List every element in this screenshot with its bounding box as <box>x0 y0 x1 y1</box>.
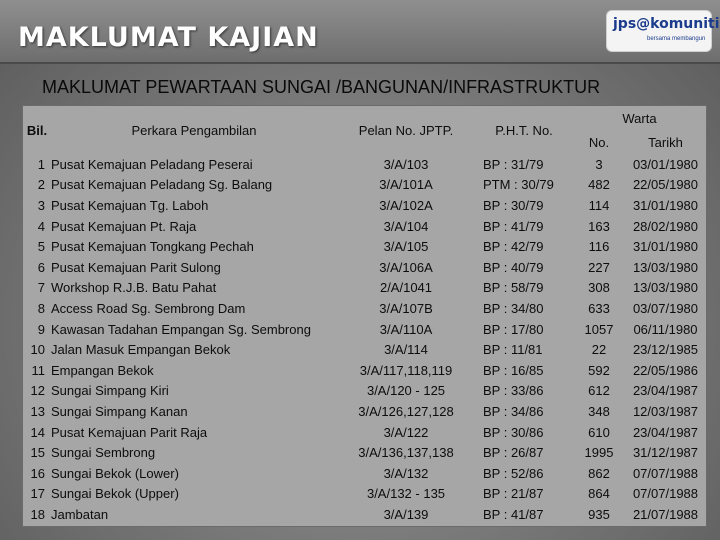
cell-pelan: 3/A/106A <box>379 259 433 275</box>
table-row <box>23 484 706 505</box>
cell-pelan: 3/A/107B <box>379 300 433 316</box>
cell-perkara: Pusat Kemajuan Peladang Peserai <box>51 156 253 172</box>
cell-pelan: 3/A/132 <box>383 465 429 481</box>
table-row <box>23 360 706 381</box>
cell-no: 308 <box>588 280 610 296</box>
cell-bil: 16 <box>30 465 45 481</box>
cell-bil: 9 <box>37 321 45 337</box>
header-pht: P.H.T. No. <box>495 122 553 138</box>
cell-bil: 3 <box>37 197 45 213</box>
cell-no: 163 <box>588 218 610 234</box>
cell-perkara: Sungai Bekok (Upper) <box>51 486 179 502</box>
cell-pht: BP : 11/81 <box>483 342 543 358</box>
cell-bil: 13 <box>30 403 45 419</box>
cell-pht: BP : 41/79 <box>483 218 544 234</box>
cell-pht: BP : 16/85 <box>483 362 544 378</box>
cell-pelan: 3/A/132 - 135 <box>366 486 446 502</box>
cell-perkara: Kawasan Tadahan Empangan Sg. Sembrong <box>51 321 311 337</box>
cell-pht: BP : 30/79 <box>483 197 544 213</box>
cell-perkara: Sungai Sembrong <box>51 445 156 461</box>
cell-tarikh: 23/04/1987 <box>632 424 699 440</box>
cell-perkara: Jalan Masuk Empangan Bekok <box>51 342 231 358</box>
table-row <box>23 216 706 237</box>
cell-no: 633 <box>588 300 610 316</box>
cell-pelan: 3/A/101A <box>379 177 433 193</box>
section-subtitle: MAKLUMAT PEWARTAAN SUNGAI /BANGUNAN/INFRASTRUKTUR <box>42 77 601 97</box>
cell-pht: BP : 30/86 <box>483 424 544 440</box>
cell-pht: BP : 42/79 <box>483 239 544 255</box>
cell-tarikh: 31/01/1980 <box>632 239 699 255</box>
cell-bil: 14 <box>30 424 45 440</box>
cell-no: 612 <box>588 383 610 399</box>
cell-no: 482 <box>588 177 610 193</box>
cell-pht: BP : 52/86 <box>483 465 544 481</box>
cell-tarikh: 23/12/1985 <box>632 342 699 358</box>
cell-perkara: Pusat Kemajuan Pt. Raja <box>51 218 197 234</box>
cell-pelan: 3/A/110A <box>379 321 433 337</box>
cell-pht: PTM : 30/79 <box>483 177 554 193</box>
cell-tarikh: 28/02/1980 <box>632 218 699 234</box>
table-row <box>23 422 706 443</box>
header-bil: Bil. <box>26 122 48 138</box>
logo <box>606 10 720 52</box>
cell-perkara: Access Road Sg. Sembrong Dam <box>51 300 246 316</box>
header-band <box>0 0 720 64</box>
cell-bil: 11 <box>31 362 45 378</box>
cell-pelan: 3/A/126,127,128 <box>358 403 454 419</box>
cell-pelan: 3/A/120 - 125 <box>366 383 446 399</box>
cell-no: 22 <box>591 342 607 358</box>
header-warta: Warta <box>622 110 657 126</box>
cell-pelan: 3/A/103 <box>383 156 429 172</box>
cell-bil: 12 <box>30 383 45 399</box>
cell-pelan: 3/A/122 <box>383 424 429 440</box>
cell-no: 592 <box>588 362 610 378</box>
cell-bil: 8 <box>37 300 45 316</box>
cell-pelan: 3/A/139 <box>383 506 429 522</box>
cell-pelan: 3/A/102A <box>379 197 433 213</box>
cell-perkara: Workshop R.J.B. Batu Pahat <box>51 280 217 296</box>
cell-bil: 15 <box>30 445 45 461</box>
cell-pht: BP : 40/79 <box>483 259 544 275</box>
cell-tarikh: 12/03/1987 <box>632 403 699 419</box>
cell-no: 862 <box>588 465 610 481</box>
table-row <box>23 298 706 319</box>
cell-no: 227 <box>588 259 610 275</box>
cell-perkara: Sungai Bekok (Lower) <box>51 465 179 481</box>
header-warta-tarikh: Tarikh <box>648 134 683 150</box>
cell-no: 610 <box>588 424 610 440</box>
cell-tarikh: 22/05/1980 <box>632 177 699 193</box>
cell-perkara: Pusat Kemajuan Peladang Sg. Balang <box>51 177 273 193</box>
cell-tarikh: 22/05/1986 <box>632 362 699 378</box>
cell-perkara: Pusat Kemajuan Tg. Laboh <box>51 197 209 213</box>
cell-no: 348 <box>588 403 610 419</box>
cell-tarikh: 13/03/1980 <box>632 280 699 296</box>
warta-table <box>23 106 706 525</box>
cell-perkara: Sungai Simpang Kiri <box>51 383 169 399</box>
cell-bil: 5 <box>37 239 45 255</box>
cell-tarikh: 21/07/1988 <box>632 506 699 522</box>
cell-pelan: 3/A/105 <box>383 239 429 255</box>
cell-bil: 17 <box>30 486 45 502</box>
table-row <box>23 236 706 257</box>
cell-pelan: 3/A/104 <box>383 218 429 234</box>
cell-bil: 18 <box>30 506 45 522</box>
table-row <box>23 442 706 463</box>
cell-pelan: 3/A/114 <box>384 342 428 358</box>
cell-bil: 7 <box>37 280 45 296</box>
cell-pht: BP : 58/79 <box>483 280 544 296</box>
cell-pht: BP : 34/86 <box>483 403 544 419</box>
page-title: MAKLUMAT KAJIAN <box>18 22 319 53</box>
cell-tarikh: 31/01/1980 <box>632 197 699 213</box>
cell-tarikh: 07/07/1988 <box>632 465 699 481</box>
cell-perkara: Pusat Kemajuan Parit Raja <box>51 424 208 440</box>
cell-pht: BP : 31/79 <box>483 156 544 172</box>
cell-pelan: 3/A/117,118,119 <box>359 362 453 378</box>
table-row <box>23 175 706 196</box>
table-row <box>23 319 706 340</box>
table-body <box>23 154 706 525</box>
table-row <box>23 504 706 525</box>
cell-pelan: 2/A/1041 <box>379 280 433 296</box>
cell-pht: BP : 21/87 <box>483 486 544 502</box>
cell-perkara: Pusat Kemajuan Parit Sulong <box>51 259 221 275</box>
cell-bil: 4 <box>37 218 45 234</box>
table-row <box>23 278 706 299</box>
cell-perkara: Pusat Kemajuan Tongkang Pechah <box>51 239 254 255</box>
cell-tarikh: 23/04/1987 <box>632 383 699 399</box>
table-row <box>23 463 706 484</box>
table-row <box>23 339 706 360</box>
cell-bil: 6 <box>37 259 45 275</box>
cell-pelan: 3/A/136,137,138 <box>358 445 454 461</box>
header-pelan: Pelan No. JPTP. <box>358 122 454 138</box>
table-row <box>23 195 706 216</box>
table-row <box>23 257 706 278</box>
cell-tarikh: 07/07/1988 <box>632 486 699 502</box>
table-row <box>23 381 706 402</box>
cell-perkara: Sungai Simpang Kanan <box>51 403 188 419</box>
logo-text: jps@komuniti <box>613 16 720 32</box>
cell-no: 3 <box>595 156 603 172</box>
cell-pht: BP : 17/80 <box>483 321 544 337</box>
cell-tarikh: 03/01/1980 <box>632 156 699 172</box>
cell-tarikh: 13/03/1980 <box>632 259 699 275</box>
cell-perkara: Jambatan <box>51 506 109 522</box>
cell-bil: 1 <box>37 156 45 172</box>
cell-tarikh: 31/12/1987 <box>632 445 699 461</box>
cell-tarikh: 03/07/1980 <box>632 300 699 316</box>
cell-no: 116 <box>588 239 610 255</box>
cell-pht: BP : 41/87 <box>483 506 544 522</box>
header-warta-no: No. <box>588 134 610 150</box>
cell-bil: 2 <box>37 177 45 193</box>
cell-no: 864 <box>588 486 610 502</box>
warta-table-panel <box>22 105 707 527</box>
cell-pht: BP : 33/86 <box>483 383 544 399</box>
cell-tarikh: 06/11/1980 <box>633 321 698 337</box>
cell-no: 114 <box>588 197 610 213</box>
table-row <box>23 154 706 175</box>
table-row <box>23 401 706 422</box>
cell-pht: BP : 26/87 <box>483 445 544 461</box>
cell-no: 935 <box>588 506 610 522</box>
logo-subtext: bersama membangun <box>647 36 706 42</box>
cell-perkara: Empangan Bekok <box>51 362 154 378</box>
cell-no: 1057 <box>584 321 614 337</box>
cell-no: 1995 <box>584 445 614 461</box>
header-perkara: Perkara Pengambilan <box>131 122 257 138</box>
cell-pht: BP : 34/80 <box>483 300 544 316</box>
cell-bil: 10 <box>30 342 45 358</box>
